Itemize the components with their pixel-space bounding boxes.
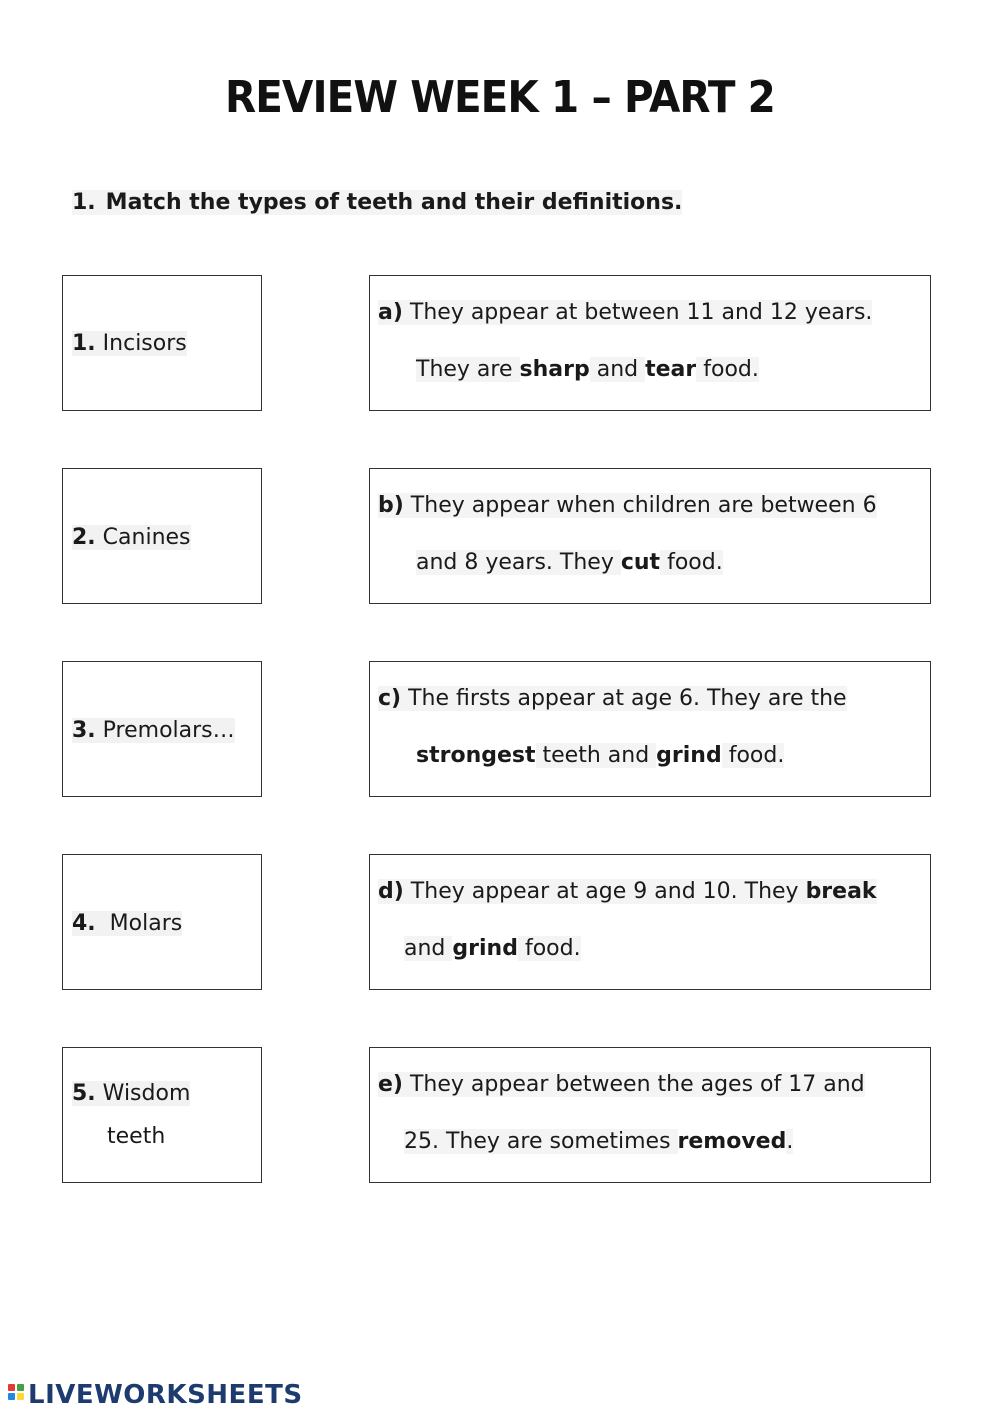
definition-text: d) They appear at age 9 and 10. They break and grind food.	[378, 879, 877, 961]
instruction-text: Match the types of teeth and their definitions.	[105, 190, 683, 215]
definition-box-b[interactable]	[369, 468, 931, 604]
definition-box-e[interactable]	[369, 1047, 931, 1183]
definition-text: e) They appear between the ages of 17 and 25. They are sometimes removed.	[378, 1072, 865, 1154]
tooth-box-3[interactable]	[62, 661, 262, 797]
instruction-number: 1.	[72, 190, 96, 215]
definition-text: b) They appear when children are between 6 and 8 years. They cut food.	[378, 493, 877, 575]
tooth-box-1[interactable]	[62, 275, 262, 411]
page-title: REVIEW WEEK 1 – PART 2	[225, 72, 775, 123]
liveworksheets-logo-icon	[8, 1382, 26, 1408]
instruction	[72, 190, 682, 215]
tooth-label: 2. Canines	[72, 525, 191, 550]
definition-box-a[interactable]	[369, 275, 931, 411]
tooth-box-5[interactable]	[62, 1047, 262, 1183]
brand-name: LIVEWORKSHEETS	[28, 1380, 303, 1410]
definition-box-c[interactable]	[369, 661, 931, 797]
tooth-box-2[interactable]	[62, 468, 262, 604]
definition-text: c) The firsts appear at age 6. They are the strongest teeth and grind food.	[378, 686, 847, 768]
footer-brand	[8, 1380, 303, 1410]
definition-text: a) They appear at between 11 and 12 years. They are sharp and tear food.	[378, 300, 873, 382]
tooth-label: 3. Premolars…	[72, 718, 235, 743]
definition-box-d[interactable]	[369, 854, 931, 990]
tooth-box-4[interactable]	[62, 854, 262, 990]
tooth-label: 1. Incisors	[72, 331, 187, 356]
tooth-label: 4. Molars	[72, 911, 183, 936]
tooth-label: 5. Wisdom teeth	[72, 1081, 191, 1149]
